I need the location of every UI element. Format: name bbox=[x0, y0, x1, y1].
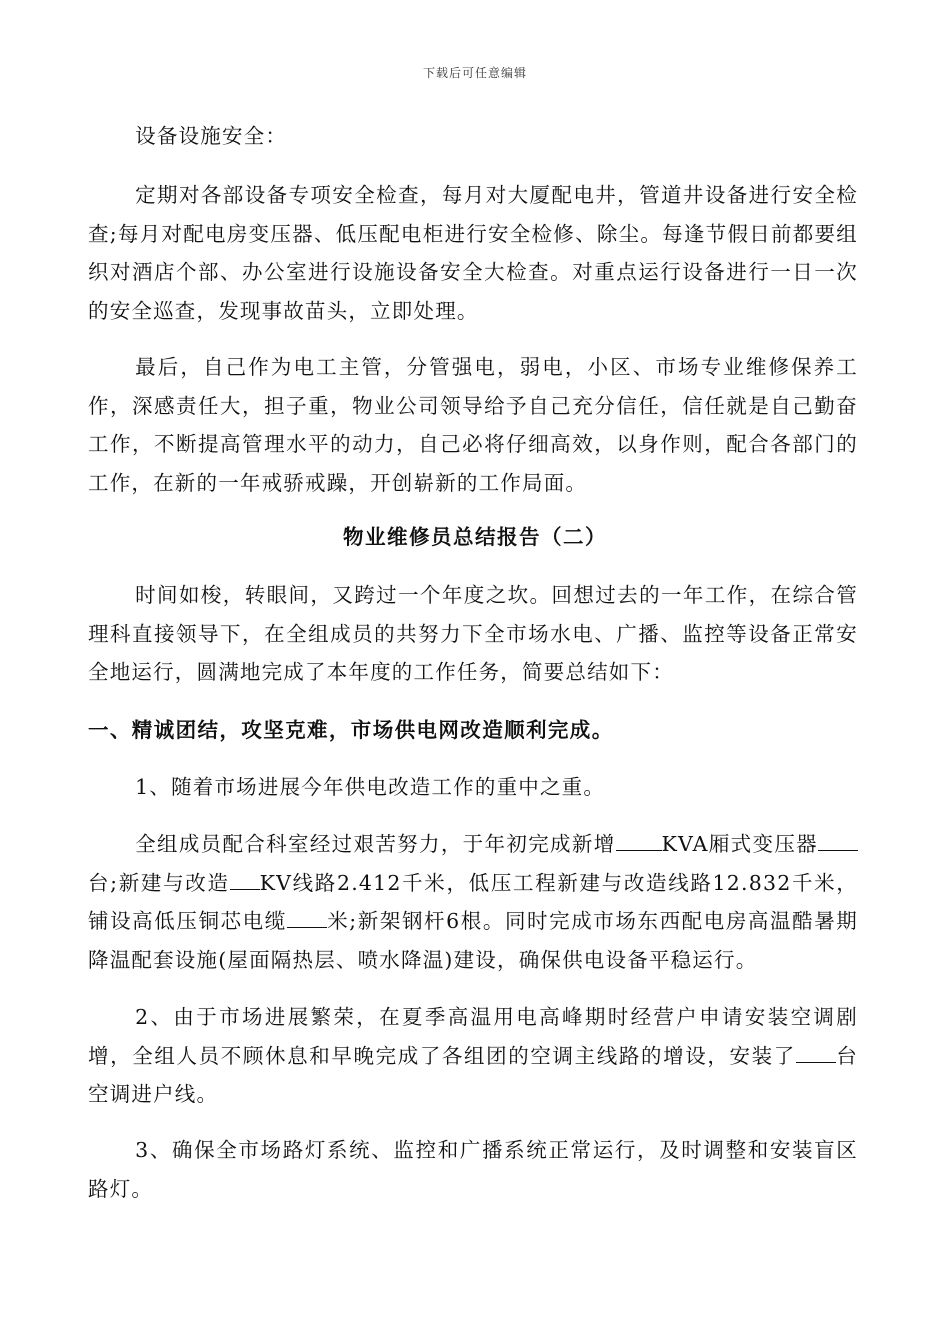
intro-paragraph: 时间如梭，转眼间，又跨过一个年度之坎。回想过去的一年工作，在综合管理科直接领导下，在全组成员的共努力下全市场水电、广播、监控等设备正常安全地运行，圆满地完成了本年度的工作任务，简要总结如下： bbox=[88, 583, 858, 684]
facility-safety-title: 设备设施安全： bbox=[135, 124, 288, 148]
blank-field bbox=[818, 830, 858, 852]
report-title: 物业维修员总结报告（二） bbox=[343, 525, 607, 549]
blank-field bbox=[230, 868, 260, 890]
item-2-text-2: 台空调进户线。 bbox=[88, 1043, 858, 1106]
item-3: 3、确保全市场路灯系统、监控和广播系统正常运行，及时调整和安装盲区路灯。 bbox=[88, 1138, 858, 1201]
item-1: 1、随着市场进展今年供电改造工作的重中之重。 bbox=[135, 775, 606, 799]
item-2 bbox=[88, 998, 858, 1114]
facility-safety-paragraph: 定期对各部设备专项安全检查，每月对大厦配电井，管道井设备进行安全检查;每月对配电房变压器、低压配电柜进行安全检修、除尘。每逢节假日前都要组织对酒店个部、办公室进行设施设备安全大检查。对重点运行设备进行一日一次的安全巡查，发现事故苗头，立即处理。 bbox=[88, 183, 858, 323]
blank-field bbox=[616, 830, 662, 852]
blank-field bbox=[796, 1041, 836, 1063]
work-text-2: KVA厢式变压器 bbox=[661, 832, 818, 856]
closing-paragraph: 最后，自己作为电工主管，分管强电，弱电，小区、市场专业维修保养工作，深感责任大，担子重，物业公司领导给予自己充分信任，信任就是自己勤奋工作，不断提高管理水平的动力，自己必将仔细高效，以身作则，配合各部门的工作，在新的一年戒骄戒躁，开创崭新的工作局面。 bbox=[88, 355, 858, 495]
work-text-4: KV线路2.412千米，低压工程新建与改造线路12.832千米，铺设高低压铜芯电缆 bbox=[88, 870, 858, 933]
work-text-5: 米;新架钢杆6根。同时完成市场东西配电房高温酷暑期降温配套设施(屋面隔热层、喷水降温)建设，确保供电设备平稳运行。 bbox=[88, 909, 858, 972]
work-paragraph bbox=[88, 825, 858, 979]
header-note: 下载后可任意编辑 bbox=[422, 66, 527, 80]
blank-field bbox=[287, 907, 327, 929]
item-2-text-1: 2、由于市场进展繁荣，在夏季高温用电高峰期时经营户申请安装空调剧增，全组人员不顾休息和早晚完成了各组团的空调主线路的增设，安装了 bbox=[88, 1005, 858, 1068]
work-text-1: 全组成员配合科室经过艰苦努力，于年初完成新增 bbox=[135, 832, 616, 856]
work-text-3: 台;新建与改造 bbox=[88, 870, 230, 895]
section-heading: 一、精诚团结，攻坚克难，市场供电网改造顺利完成。 bbox=[88, 718, 614, 742]
